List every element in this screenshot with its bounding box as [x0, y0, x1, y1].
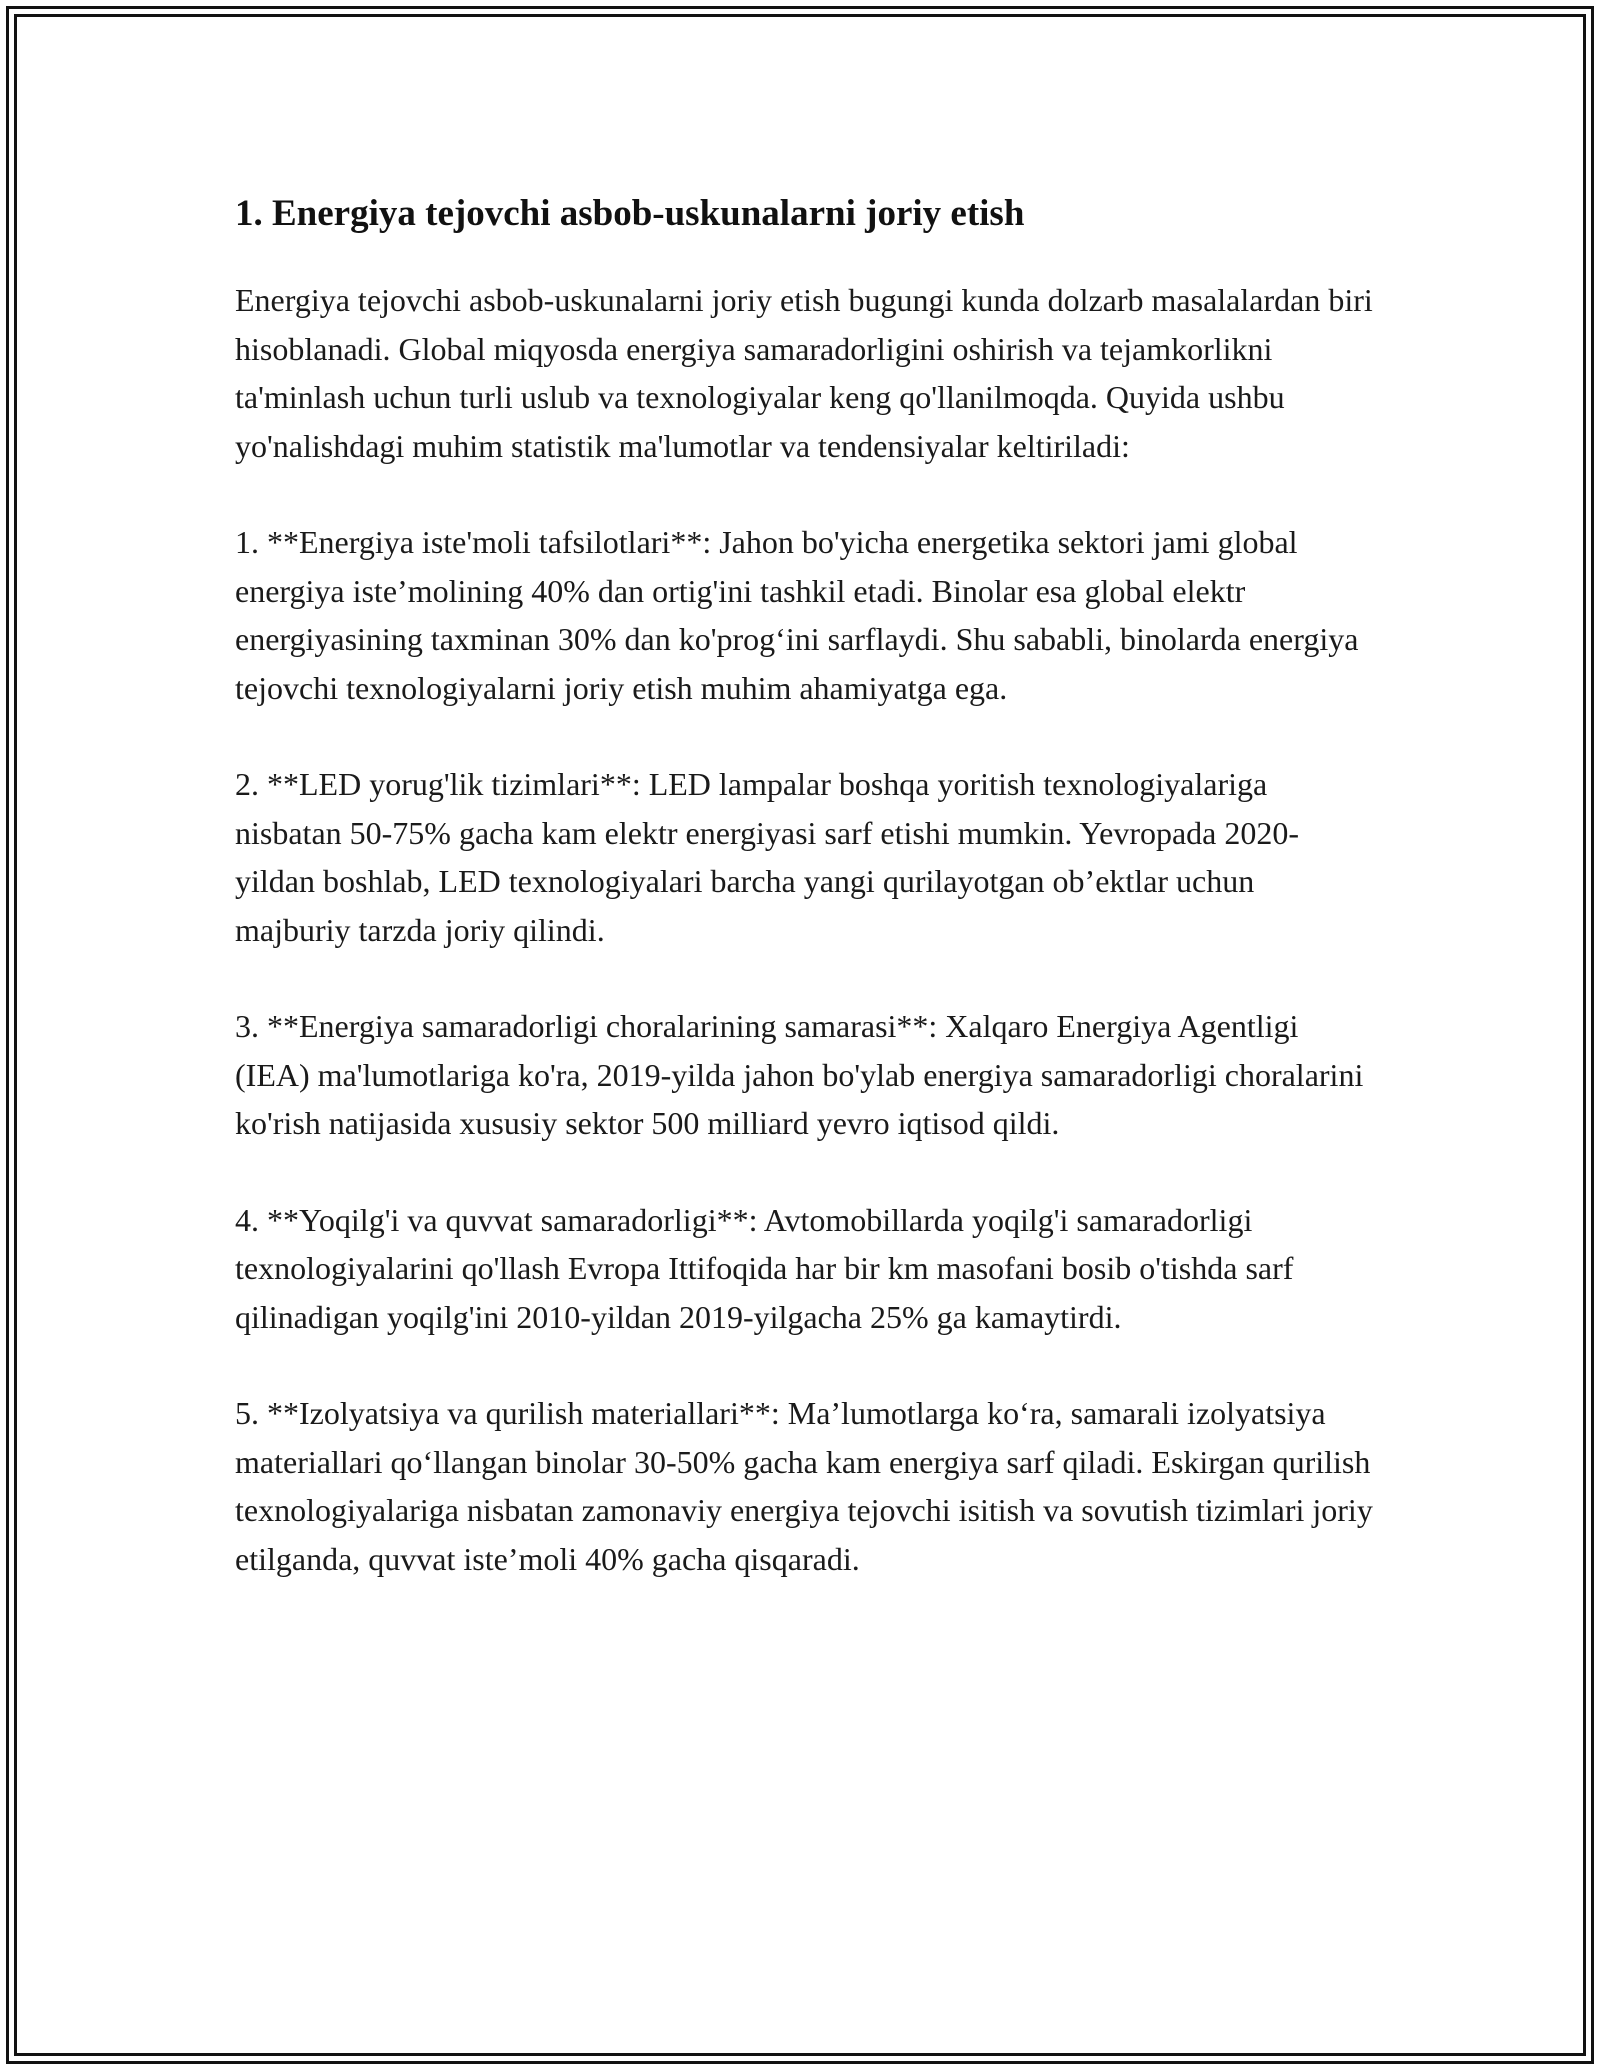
list-item-fuel-efficiency: 4. **Yoqilg'i va quvvat samaradorligi**: Avtomobillarda yoqilg'i samaradorligi texnologiyalarini qo'llash Evropa Ittifoqida har bir km masofani bosib o'tishda sarf qilinadigan yoqilg'ini 2010-yildan 2019-yilgacha 25% ga kamaytirdi.: [235, 1201, 1294, 1335]
document-body: [235, 188, 1375, 1631]
list-item-insulation: 5. **Izolyatsiya va qurilish materiallari**: Ma’lumotlarga ko‘ra, samarali izolyatsiya materiallari qo‘llangan binolar 30-50% gacha kam energiya sarf qiladi. Eskirgan qurilish texnologiyalariga nisbatan zamonaviy energiya tejovchi isitish va sovutish tizimlari joriy etilganda, quvvat iste’moli 40% gacha qisqaradi.: [235, 1395, 1373, 1577]
intro-paragraph: Energiya tejovchi asbob-uskunalarni joriy etish bugungi kunda dolzarb masalalardan biri hisoblanadi. Global miqyosda energiya samaradorligini oshirish va tejamkorlikni ta'minlash uchun turli uslub va texnologiyalar keng qo'llanilmoqda. Quyida ushbu yo'nalishdagi muhim statistik ma'lumotlar va tendensiyalar keltiriladi:: [235, 282, 1373, 464]
list-item-energy-consumption: 1. **Energiya iste'moli tafsilotlari**: Jahon bo'yicha energetika sektori jami global energiya iste’molining 40% dan ortig'ini tashkil etadi. Binolar esa global elektr energiyasining taxminan 30% dan ko'prog‘ini sarflaydi. Shu sababli, binolarda energiya tejovchi texnologiyalarni joriy etish muhim ahamiyatga ega.: [235, 524, 1359, 706]
list-item-led-lighting: 2. **LED yorug'lik tizimlari**: LED lampalar boshqa yoritish texnologiyalariga nisbatan 50-75% gacha kam elektr energiyasi sarf etishi mumkin. Yevropada 2020-yildan boshlab, LED texnologiyalari barcha yangi qurilayotgan ob’ektlar uchun majburiy tarzda joriy qilindi.: [235, 766, 1300, 948]
section-heading: 1. Energiya tejovchi asbob-uskunalarni joriy etish: [235, 193, 1025, 234]
list-item-efficiency-measures: 3. **Energiya samaradorligi choralarining samarasi**: Xalqaro Energiya Agentligi (IEA) ma'lumotlariga ko'ra, 2019-yilda jahon bo'ylab energiya samaradorligi choralarini ko'rish natijasida xususiy sektor 500 milliard yevro iqtisod qildi.: [235, 1008, 1364, 1141]
